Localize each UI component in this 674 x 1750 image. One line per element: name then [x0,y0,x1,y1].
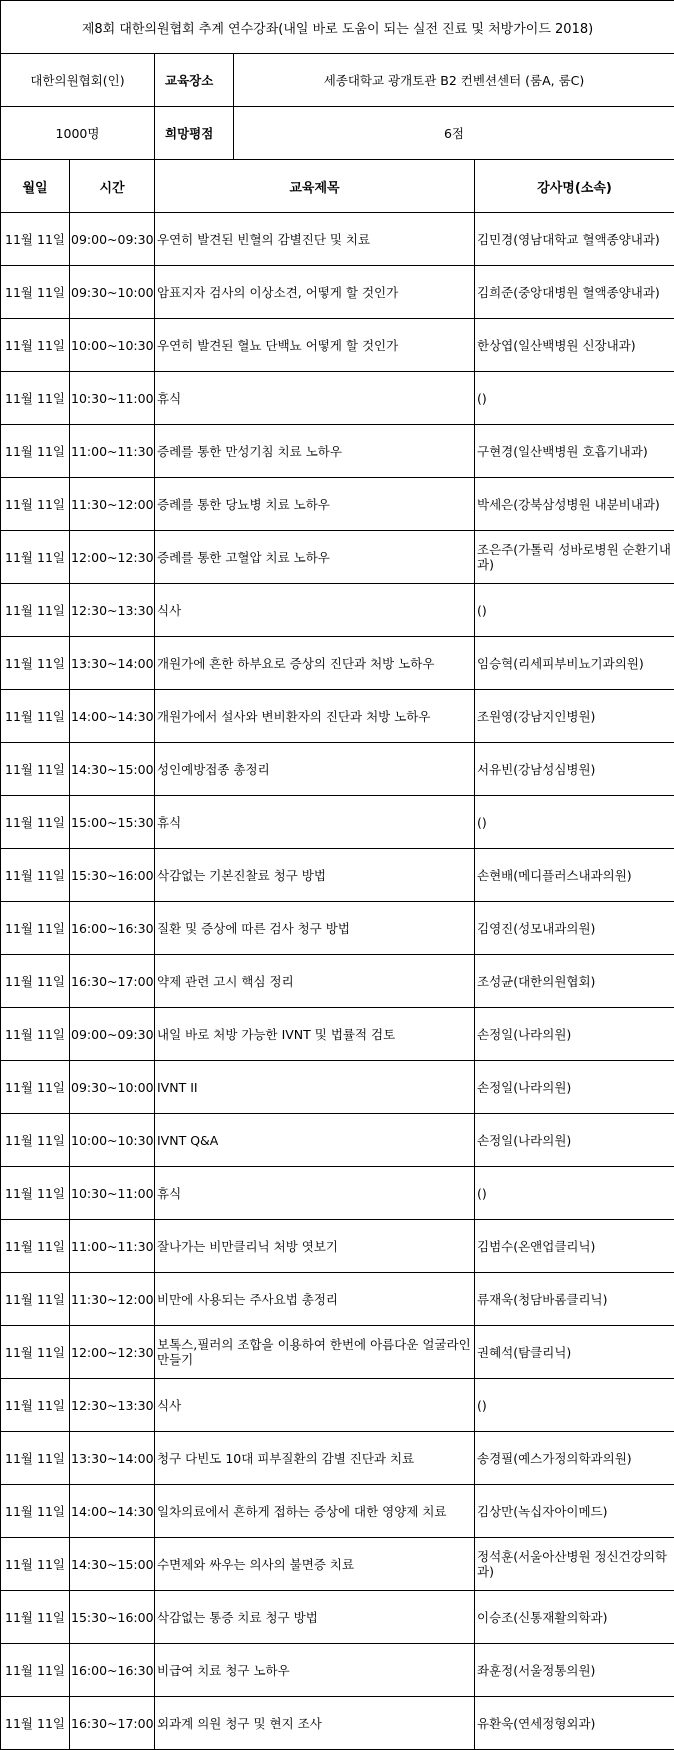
row-lecturer: 권혜석(탐클리닉) [475,1326,674,1379]
row-lecturer: 이승조(신통재활의학과) [475,1591,674,1644]
row-topic: 성인예방접종 총정리 [155,743,475,796]
row-topic: 개원가에서 설사와 변비환자의 진단과 처방 노하우 [155,690,475,743]
row-date: 11월 11일 [1,478,70,531]
row-date: 11월 11일 [1,1379,70,1432]
table-row [1,372,674,425]
table-row [1,1326,674,1379]
row-time: 14:30~15:00 [70,1538,155,1591]
row-lecturer: () [475,584,674,637]
column-header-topic: 교육제목 [155,160,475,213]
table-row [1,849,674,902]
row-date: 11월 11일 [1,849,70,902]
row-lecturer: 손정일(나라의원) [475,1114,674,1167]
row-topic: 비급여 치료 청구 노하우 [155,1644,475,1697]
table-row [1,1008,674,1061]
row-time: 09:00~09:30 [70,1008,155,1061]
table-row [1,1644,674,1697]
row-lecturer: 임승혁(리세피부비뇨기과의원) [475,637,674,690]
row-date: 11월 11일 [1,425,70,478]
row-time: 10:30~11:00 [70,372,155,425]
row-topic: 휴식 [155,796,475,849]
row-lecturer: 조은주(가톨릭 성바로병원 순환기내과) [475,531,674,584]
row-topic: 식사 [155,1379,475,1432]
row-time: 16:30~17:00 [70,1697,155,1750]
row-lecturer: 좌훈정(서울정통의원) [475,1644,674,1697]
table-row [1,1167,674,1220]
row-date: 11월 11일 [1,1644,70,1697]
row-date: 11월 11일 [1,584,70,637]
column-header-time: 시간 [70,160,155,213]
table-row [1,1591,674,1644]
row-time: 11:30~12:00 [70,478,155,531]
row-topic: 개원가에 흔한 하부요로 증상의 진단과 처방 노하우 [155,637,475,690]
table-row [1,1379,674,1432]
row-date: 11월 11일 [1,902,70,955]
row-lecturer: 손정일(나라의원) [475,1008,674,1061]
row-time: 09:00~09:30 [70,213,155,266]
row-date: 11월 11일 [1,1591,70,1644]
row-lecturer: 한상엽(일산백병원 신장내과) [475,319,674,372]
row-topic: 약제 관련 고시 핵심 정리 [155,955,475,1008]
row-date: 11월 11일 [1,266,70,319]
row-date: 11월 11일 [1,1538,70,1591]
row-time: 12:00~12:30 [70,531,155,584]
organizer: 대한의원협회(인) [1,54,155,107]
table-row [1,796,674,849]
row-date: 11월 11일 [1,1220,70,1273]
row-time: 09:30~10:00 [70,266,155,319]
row-lecturer: 김희준(중앙대병원 혈액종양내과) [475,266,674,319]
row-lecturer: 김민경(영남대학교 혈액종양내과) [475,213,674,266]
row-topic: 보톡스,필러의 조합을 이용하여 한번에 아름다운 얼굴라인 만들기 [155,1326,475,1379]
row-time: 09:30~10:00 [70,1061,155,1114]
row-topic: 외과계 의원 청구 및 현지 조사 [155,1697,475,1750]
table-row [1,637,674,690]
row-topic: 우연히 발견된 빈혈의 감별진단 및 치료 [155,213,475,266]
row-date: 11월 11일 [1,690,70,743]
row-time: 11:00~11:30 [70,425,155,478]
row-lecturer: 유환욱(연세정형외과) [475,1697,674,1750]
row-date: 11월 11일 [1,372,70,425]
row-date: 11월 11일 [1,213,70,266]
row-lecturer: 박세은(강북삼성병원 내분비내과) [475,478,674,531]
row-topic: 휴식 [155,1167,475,1220]
row-date: 11월 11일 [1,743,70,796]
row-topic: 증례를 통한 만성기침 치료 노하우 [155,425,475,478]
table-row [1,584,674,637]
column-header-row [1,160,674,213]
row-time: 11:00~11:30 [70,1220,155,1273]
row-date: 11월 11일 [1,319,70,372]
capacity: 1000명 [1,107,155,160]
row-lecturer: 손정일(나라의원) [475,1061,674,1114]
row-topic: 우연히 발견된 혈뇨 단백뇨 어떻게 할 것인가 [155,319,475,372]
info-row-points [1,107,674,160]
row-time: 14:00~14:30 [70,690,155,743]
row-lecturer: 손현배(메디플러스내과의원) [475,849,674,902]
row-time: 16:00~16:30 [70,1644,155,1697]
row-lecturer: 서유빈(강남성심병원) [475,743,674,796]
row-lecturer: 김상만(녹십자아이메드) [475,1485,674,1538]
row-topic: 삭감없는 기본진찰료 청구 방법 [155,849,475,902]
row-topic: 일차의료에서 흔하게 접하는 증상에 대한 영양제 치료 [155,1485,475,1538]
row-date: 11월 11일 [1,1697,70,1750]
table-row [1,1432,674,1485]
row-date: 11월 11일 [1,955,70,1008]
row-time: 13:30~14:00 [70,637,155,690]
table-row [1,266,674,319]
row-lecturer: 류재욱(청담바롬클리닉) [475,1273,674,1326]
points-label: 희망평점 [155,107,234,159]
table-row [1,902,674,955]
table-row [1,1485,674,1538]
row-date: 11월 11일 [1,1008,70,1061]
row-lecturer: 정석훈(서울아산병원 정신건강의학과) [475,1538,674,1591]
table-row [1,1220,674,1273]
row-lecturer: () [475,1167,674,1220]
row-topic: 질환 및 증상에 따른 검사 청구 방법 [155,902,475,955]
row-topic: 잘나가는 비만클리닉 처방 엿보기 [155,1220,475,1273]
row-time: 10:30~11:00 [70,1167,155,1220]
table-row [1,1061,674,1114]
row-lecturer: 조성균(대한의원협회) [475,955,674,1008]
row-lecturer: 김영진(성모내과의원) [475,902,674,955]
table-row [1,1538,674,1591]
row-topic: 증례를 통한 고혈압 치료 노하우 [155,531,475,584]
row-time: 10:00~10:30 [70,1114,155,1167]
row-topic: 식사 [155,584,475,637]
row-time: 12:30~13:30 [70,584,155,637]
row-topic: IVNT Q&A [155,1114,475,1167]
course-title: 제8회 대한의원협회 추계 연수강좌(내일 바로 도움이 되는 실전 진료 및 처방가이드 2018) [1,1,674,54]
row-time: 12:30~13:30 [70,1379,155,1432]
row-lecturer: 김범수(온앤업클리닉) [475,1220,674,1273]
row-date: 11월 11일 [1,1114,70,1167]
row-lecturer: 송경필(예스가정의학과의원) [475,1432,674,1485]
row-time: 15:00~15:30 [70,796,155,849]
row-topic: IVNT II [155,1061,475,1114]
venue-value: 세종대학교 광개토관 B2 컨벤션센터 (룸A, 룸C) [323,73,585,88]
row-lecturer: 조원영(강남지인병원) [475,690,674,743]
table-row [1,425,674,478]
table-row [1,319,674,372]
row-time: 13:30~14:00 [70,1432,155,1485]
row-date: 11월 11일 [1,796,70,849]
table-row [1,478,674,531]
row-date: 11월 11일 [1,531,70,584]
info-row-venue [1,54,674,107]
table-row [1,531,674,584]
table-row [1,1697,674,1750]
row-topic: 삭감없는 통증 치료 청구 방법 [155,1591,475,1644]
row-lecturer: () [475,796,674,849]
row-date: 11월 11일 [1,1326,70,1379]
row-time: 16:00~16:30 [70,902,155,955]
row-topic: 암표지자 검사의 이상소견, 어떻게 할 것인가 [155,266,475,319]
row-time: 16:30~17:00 [70,955,155,1008]
row-date: 11월 11일 [1,1167,70,1220]
row-time: 15:30~16:00 [70,1591,155,1644]
row-date: 11월 11일 [1,1061,70,1114]
row-date: 11월 11일 [1,1273,70,1326]
venue-label: 교육장소 [155,54,234,106]
points-value: 6점 [443,126,465,141]
row-lecturer: () [475,372,674,425]
table-row [1,1114,674,1167]
row-topic: 수면제와 싸우는 의사의 불면증 치료 [155,1538,475,1591]
row-date: 11월 11일 [1,1485,70,1538]
row-lecturer: 구현경(일산백병원 호흡기내과) [475,425,674,478]
row-time: 14:00~14:30 [70,1485,155,1538]
table-row [1,743,674,796]
title-row [1,1,674,54]
row-time: 14:30~15:00 [70,743,155,796]
table-row [1,955,674,1008]
row-date: 11월 11일 [1,637,70,690]
row-time: 15:30~16:00 [70,849,155,902]
row-topic: 휴식 [155,372,475,425]
row-date: 11월 11일 [1,1432,70,1485]
table-row [1,690,674,743]
row-time: 10:00~10:30 [70,319,155,372]
column-header-lecturer: 강사명(소속) [475,160,674,213]
row-topic: 증례를 통한 당뇨병 치료 노하우 [155,478,475,531]
row-topic: 비만에 사용되는 주사요법 총정리 [155,1273,475,1326]
row-lecturer: () [475,1379,674,1432]
row-time: 11:30~12:00 [70,1273,155,1326]
column-header-date: 월일 [1,160,70,213]
table-row [1,1273,674,1326]
row-topic: 청구 다빈도 10대 피부질환의 감별 진단과 치료 [155,1432,475,1485]
row-topic: 내일 바로 처방 가능한 IVNT 및 법률적 검토 [155,1008,475,1061]
row-time: 12:00~12:30 [70,1326,155,1379]
table-row [1,213,674,266]
